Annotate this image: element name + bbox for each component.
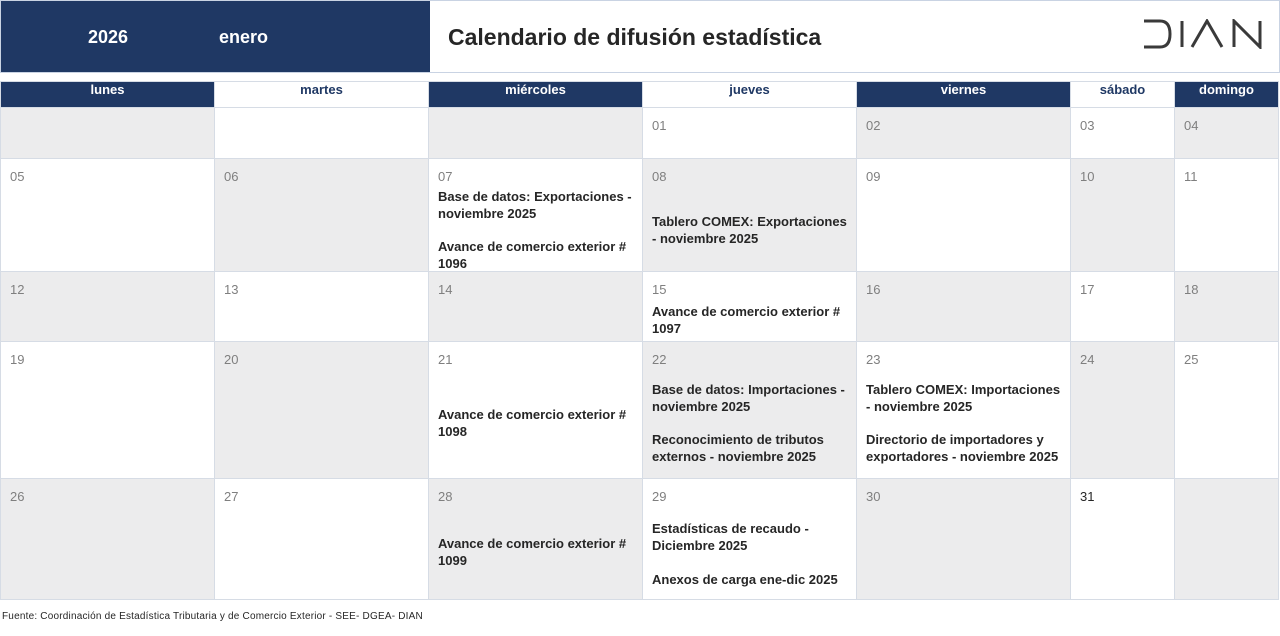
page-title: Calendario de difusión estadística [448,24,822,50]
day-number: 24 [1080,352,1095,367]
day-cell [1,342,215,479]
day-cell [857,159,1071,272]
day-number: 18 [1184,282,1199,297]
day-cell [1175,272,1279,342]
day-cell-empty [215,108,429,159]
year-label: 2026 [88,27,129,47]
day-number: 23 [866,352,881,367]
day-cell [643,272,857,342]
day-number: 28 [438,489,453,504]
day-cell [429,159,643,272]
weekday-viernes: viernes [857,82,1071,108]
day-cell [215,342,429,479]
week-row [1,159,1279,272]
day-cell [1,479,215,600]
day-cell [429,479,643,600]
day-cell [1071,108,1175,159]
day-cell [1071,272,1175,342]
calendar-header [0,0,1280,73]
event-item: Estadísticas de recaudo - Diciembre 2025 [652,521,809,553]
day-number: 25 [1184,352,1199,367]
day-cell-empty [1175,479,1279,600]
day-number: 02 [866,118,881,133]
event-item: Directorio de importadores y exportadores - noviembre 2025 [866,432,1059,464]
day-number: 16 [866,282,881,297]
weekday-jueves: jueves [643,82,857,108]
source-footnote: Fuente: Coordinación de Estadística Tributaria y de Comercio Exterior - SEE- DGEA- DIAN [2,611,423,622]
day-number: 30 [866,489,881,504]
day-number: 07 [438,169,453,184]
day-number: 12 [10,282,25,297]
day-cell [643,159,857,272]
day-number: 11 [1184,169,1198,184]
day-number: 19 [10,352,25,367]
event-item: Avance de comercio exterior # 1097 [652,304,841,336]
day-number: 14 [438,282,453,297]
day-number: 13 [224,282,239,297]
day-number: 06 [224,169,239,184]
weekday-martes: martes [215,82,429,108]
event-item: Avance de comercio exterior # 1099 [438,536,627,568]
day-number: 29 [652,489,667,504]
day-cell [643,342,857,479]
calendar-grid [0,81,1279,600]
event-item: Avance de comercio exterior # 1098 [438,407,627,439]
day-number: 31 [1080,489,1095,504]
day-number: 27 [224,489,239,504]
header-date-panel [1,1,430,72]
week-row [1,342,1279,479]
event-item: Tablero COMEX: Importaciones - noviembre 2025 [866,382,1061,414]
week-row [1,479,1279,600]
weekday-header-row [1,82,1279,108]
month-label: enero [219,27,269,47]
weekday-domingo: domingo [1175,82,1279,108]
day-cell [1071,479,1175,600]
day-cell [429,272,643,342]
day-cell [1,159,215,272]
dian-logo [1142,19,1272,49]
day-number: 03 [1080,118,1095,133]
day-cell [1071,159,1175,272]
day-cell-empty [429,108,643,159]
day-number: 22 [652,352,667,367]
day-cell [1,272,215,342]
event-item: Avance de comercio exterior # 1096 [438,239,627,271]
day-number: 15 [652,282,667,297]
event-item: Tablero COMEX: Exportaciones - noviembre 2025 [652,214,847,246]
day-cell [215,159,429,272]
day-number: 21 [438,352,453,367]
week-row [1,108,1279,159]
event-item: Reconocimiento de tributos externos - noviembre 2025 [652,432,824,464]
day-number: 09 [866,169,881,184]
day-number: 17 [1080,282,1095,297]
day-number: 05 [10,169,25,184]
weekday-sabado: sábado [1071,82,1175,108]
event-item: Anexos de carga ene-dic 2025 [652,572,838,587]
event-item: Base de datos: Importaciones - noviembre 2025 [652,382,845,414]
event-item: Base de datos: Exportaciones - noviembre 2025 [438,189,632,221]
day-number: 26 [10,489,25,504]
week-row [1,272,1279,342]
weekday-lunes: lunes [1,82,215,108]
day-cell [643,108,857,159]
day-cell [857,108,1071,159]
day-cell [643,479,857,600]
day-cell [857,272,1071,342]
day-number: 04 [1184,118,1199,133]
day-number: 10 [1080,169,1095,184]
weekday-miercoles: miércoles [429,82,643,108]
day-cell [857,342,1071,479]
day-cell [1175,342,1279,479]
day-cell [857,479,1071,600]
day-number: 20 [224,352,239,367]
day-cell-empty [1,108,215,159]
day-cell [1175,108,1279,159]
day-number: 01 [652,118,667,133]
day-cell [215,272,429,342]
day-number: 08 [652,169,667,184]
day-cell [1175,159,1279,272]
day-cell [215,479,429,600]
day-cell [1071,342,1175,479]
day-cell [429,342,643,479]
